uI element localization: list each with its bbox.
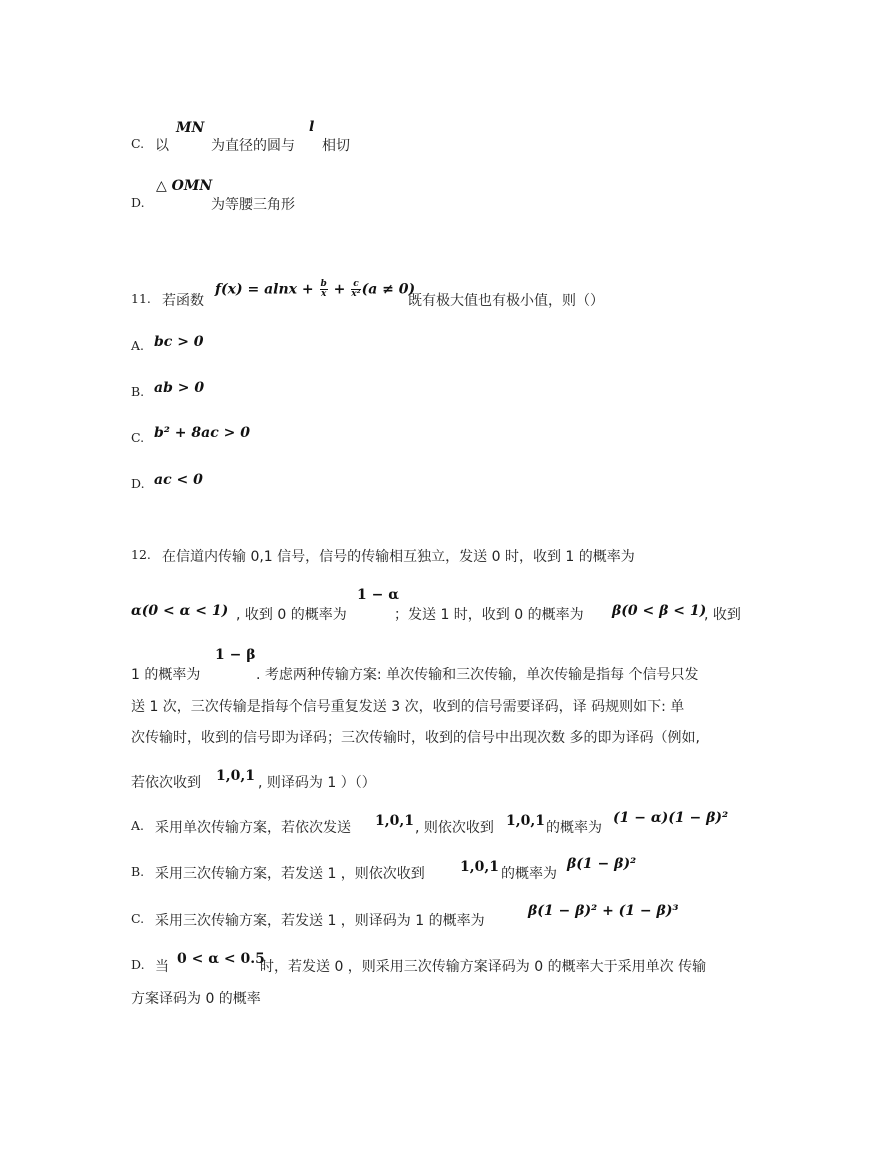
question-12-line6-t2: , 则译码为 1 ）（） <box>258 775 376 791</box>
q12-option-a-t2: , 则依次收到 <box>415 820 494 836</box>
math-alpha-range: α(0 < α < 1) <box>131 603 229 619</box>
math-one-minus-alpha: 1 − α <box>357 587 399 603</box>
q12-option-b-t2: 的概率为 <box>501 866 557 882</box>
q11-option-a-math: bc > 0 <box>154 334 204 350</box>
question-11-function: f(x) = alnx + $\frac{b}{x}$ + $\frac{c}{\text{x²}}$ (a ≠ 0) <box>215 279 416 299</box>
question-12-line3-t2: . 考虑两种传输方案: 单次传输和三次传输，单次传输是指每 个信号只发 <box>256 667 699 683</box>
option-c-text-post: 相切 <box>322 138 350 154</box>
math-beta-range: β(0 < β < 1) <box>612 603 707 619</box>
q11-option-a-label: A. <box>131 338 145 353</box>
q12-option-c-m1: β(1 − β)² + (1 − β)³ <box>528 903 679 919</box>
question-11-number: 11. <box>131 291 151 306</box>
q12-option-d-m1: 0 < α < 0.5 <box>177 951 265 967</box>
q12-option-d-line2: 方案译码为 0 的概率 <box>131 991 261 1007</box>
math-one-minus-beta: 1 − β <box>215 647 256 663</box>
math-mn: MN <box>176 120 205 136</box>
q11-option-d-label: D. <box>131 476 145 491</box>
q12-option-a-label: A. <box>131 818 145 833</box>
q12-option-a-t3: 的概率为 <box>546 820 602 836</box>
option-d-text: 为等腰三角形 <box>211 197 295 213</box>
q12-option-a-m2: 1,0,1 <box>506 813 545 829</box>
q11-option-c-math: b² + 8ac > 0 <box>154 425 250 441</box>
frac-b-over-x: $\frac{b}{x}$ <box>320 279 327 299</box>
question-12-line3-t1: 1 的概率为 <box>131 667 201 683</box>
question-12-line4: 送 1 次，三次传输是指每个信号重复发送 3 次，收到的信号需要译码，译 码规则如下: 单 <box>131 699 685 715</box>
q12-option-b-m2: β(1 − β)² <box>567 856 637 872</box>
q11-option-d-math: ac < 0 <box>154 472 203 488</box>
q12-option-a-t1: 采用单次传输方案，若依次发送 <box>155 820 351 836</box>
question-12-number: 12. <box>131 547 151 562</box>
q12-option-c-t1: 采用三次传输方案，若发送 1 ，则译码为 1 的概率为 <box>155 913 485 929</box>
func-lhs: f(x) = alnx + <box>215 281 319 298</box>
q12-option-b-label: B. <box>131 864 145 879</box>
math-101: 1,0,1 <box>216 768 255 784</box>
q12-option-d-t1: 当 <box>155 959 169 975</box>
question-11-stem-pre: 若函数 <box>162 293 204 309</box>
q11-option-b-label: B. <box>131 384 145 399</box>
option-d-label: D. <box>131 195 145 210</box>
q12-option-b-m1: 1,0,1 <box>460 859 499 875</box>
question-11-stem-post: 既有极大值也有极小值，则（） <box>408 293 604 309</box>
option-c-text-mid: 为直径的圆与 <box>211 138 295 154</box>
q11-option-c-label: C. <box>131 430 145 445</box>
q12-option-b-t1: 采用三次传输方案，若发送 1 ，则依次收到 <box>155 866 425 882</box>
question-12-line2-t2: ；发送 1 时，收到 0 的概率为 <box>394 607 584 623</box>
question-12-line5: 次传输时，收到的信号即为译码；三次传输时，收到的信号中出现次数 多的即为译码（例如, <box>131 730 700 746</box>
option-c-label: C. <box>131 136 145 151</box>
math-triangle-omn: △ OMN <box>156 178 213 194</box>
q11-option-b-math: ab > 0 <box>154 380 205 396</box>
math-l: l <box>309 119 315 135</box>
q12-option-a-m3: (1 − α)(1 − β)² <box>613 810 729 826</box>
q12-option-a-m1: 1,0,1 <box>375 813 414 829</box>
q12-option-d-label: D. <box>131 957 145 972</box>
frac-c-over-x2: $\frac{c}{\text{x²}}$ <box>351 279 361 299</box>
func-cond: (a ≠ 0) <box>361 281 416 298</box>
q12-option-c-label: C. <box>131 911 145 926</box>
question-12-line1: 在信道内传输 0,1 信号，信号的传输相互独立，发送 0 时，收到 1 的概率为 <box>162 549 635 565</box>
question-12-line2-t3: , 收到 <box>704 607 741 623</box>
question-12-line6-t1: 若依次收到 <box>131 775 201 791</box>
question-12-line2-t1: , 收到 0 的概率为 <box>236 607 347 623</box>
option-c-text-pre: 以 <box>155 138 169 154</box>
q12-option-d-t2: 时，若发送 0 ，则采用三次传输方案译码为 0 的概率大于采用单次 传输 <box>260 959 707 975</box>
